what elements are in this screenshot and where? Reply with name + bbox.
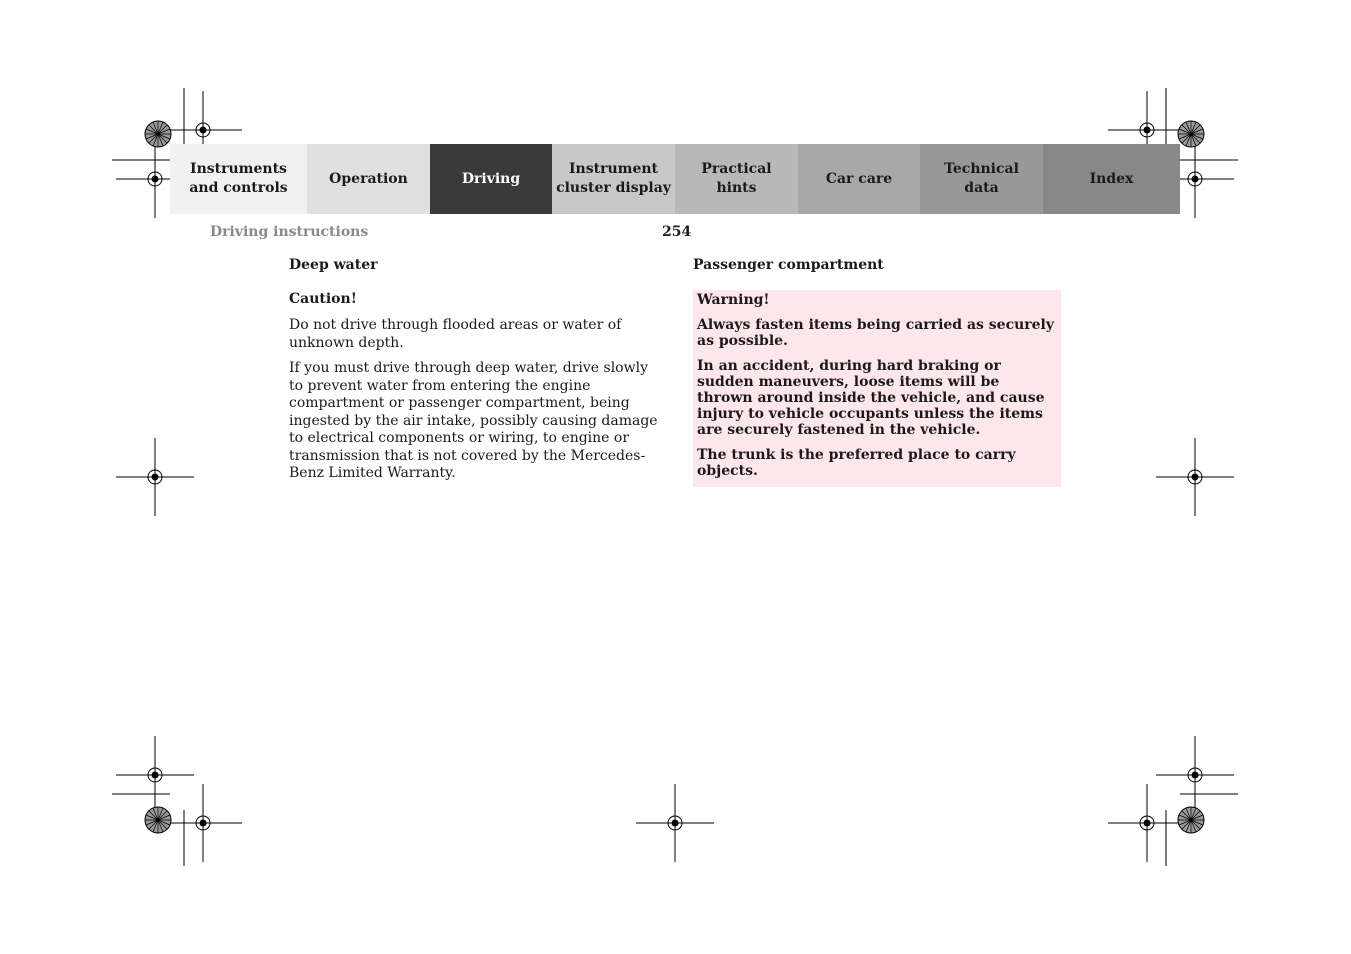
warning-paragraph: The trunk is the preferred place to carry objects.	[697, 447, 1016, 479]
caution-paragraph: If you must drive through deep water, drive slowly to prevent water from entering the engine compartment or passenger compartment, being ingested by the air intake, possibly causing damage to electrical components or wiring, to engine or transmission that is not covered by the Mercedes-Benz Limited Warranty.	[289, 360, 658, 481]
warning-paragraph: Always fasten items being carried as securely as possible.	[697, 317, 1055, 349]
section-tab-bar	[170, 144, 1180, 214]
tab-car-care[interactable]: Car care	[798, 144, 920, 214]
caution-paragraph: Do not drive through flooded areas or water of unknown depth.	[289, 317, 622, 351]
tab-driving[interactable]: Driving	[430, 144, 552, 214]
tab-instrument-cluster-display[interactable]: Instrument cluster display	[552, 144, 675, 214]
warning-paragraph: In an accident, during hard braking or sudden maneuvers, loose items will be thrown around inside the vehicle, and cause injury to vehicle occupants unless the items are securely fastened in the vehicle.	[697, 358, 1045, 438]
page-number: 254	[662, 224, 692, 240]
tab-instruments-and-controls[interactable]: Instruments and controls	[170, 144, 307, 214]
tab-index[interactable]: Index	[1043, 144, 1180, 214]
tab-practical-hints[interactable]: Practical hints	[675, 144, 798, 214]
left-column	[289, 256, 659, 483]
deep-water-heading: Deep water	[289, 257, 378, 273]
warning-box	[693, 290, 1061, 487]
right-column	[693, 256, 1061, 487]
caution-title: Caution!	[289, 291, 357, 307]
warning-title: Warning!	[697, 292, 770, 308]
passenger-compartment-heading: Passenger compartment	[693, 257, 884, 273]
tab-technical-data[interactable]: Technical data	[920, 144, 1043, 214]
tab-operation[interactable]: Operation	[307, 144, 430, 214]
section-label: Driving instructions	[210, 224, 369, 240]
